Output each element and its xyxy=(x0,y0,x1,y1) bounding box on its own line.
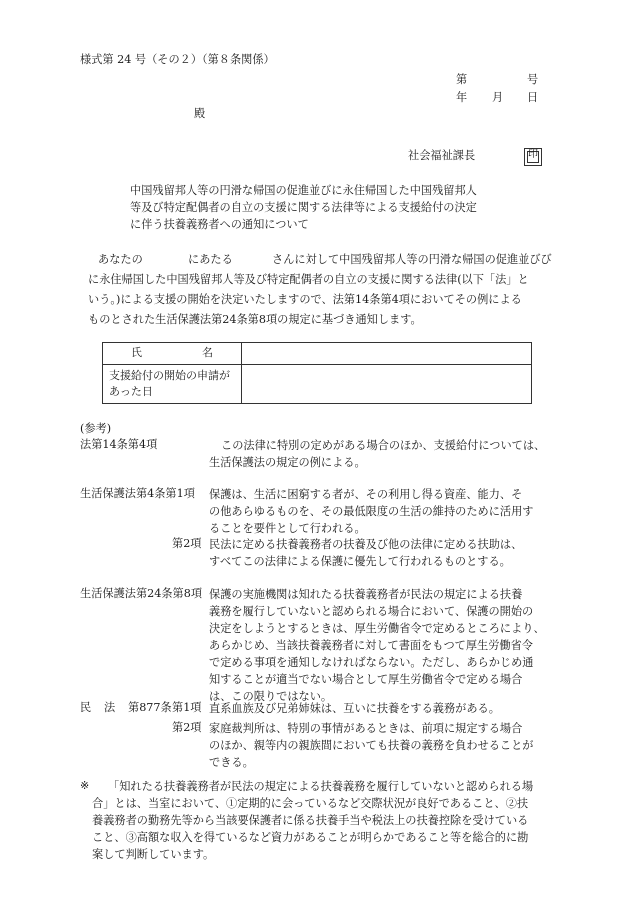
title-line: 等及び特定配偶者の自立の支援に関する法律等による支援給付の決定 xyxy=(130,201,477,214)
civil-code-article: 第877条 xyxy=(128,701,172,714)
reference-line: 家庭裁判所は、特別の事情があるときは、前項に規定する場合 xyxy=(209,722,523,735)
reference-line: 生活保護法の規定の例による。 xyxy=(209,456,366,469)
reference-law-text xyxy=(209,720,555,771)
reference-line: のほか、親等内の親族間においても扶養の義務を負わせることが xyxy=(209,739,534,752)
reference-law-label: 第2項 xyxy=(172,537,202,550)
application-date-label-cell xyxy=(103,364,242,403)
reference-law-text xyxy=(209,586,555,705)
reference-law-text xyxy=(209,700,555,717)
note-line: 合」とは、当室において、①定期的に会っているなど交際状況が良好であること、②扶 xyxy=(92,797,529,810)
month-label: 月 xyxy=(492,91,504,104)
body-line: に永住帰国した中国残留邦人等及び特定配偶者の自立の支援に関する法律(以下「法」と xyxy=(88,273,529,286)
title-line: 中国残留邦人等の円滑な帰国の促進並びに永住帰国した中国残留邦人 xyxy=(130,184,477,197)
name-label-part: 氏 xyxy=(131,346,142,359)
note-line: こと、③高額な収入を得ているなど資力があることが明らかであること等を総合的に勘 xyxy=(92,831,529,844)
reference-line: は、この限りではない。 xyxy=(209,690,333,703)
reference-line: 決定をしようとするときは、厚生労働省令で定めるところにより、 xyxy=(209,622,545,635)
sender-title: 社会福祉課長 xyxy=(408,149,476,162)
notice-title xyxy=(130,182,477,233)
civil-code-paragraph: 第1項 xyxy=(172,701,202,714)
application-date-label: 支援給付の開始の申請が xyxy=(109,368,230,382)
go-label: 号 xyxy=(527,73,539,86)
reference-line: 保護は、生活に困窮する者が、その利用し得る資産、能力、そ xyxy=(209,488,523,501)
name-label-cell xyxy=(103,343,242,365)
year-label: 年 xyxy=(456,91,468,104)
reference-law-label: 生活保護法第24条第8項 xyxy=(80,587,203,600)
reference-line: 知することが適当でない場合として厚生労働省令で定める場合 xyxy=(209,673,523,686)
reference-line: 義務を履行していないと認められる場合において、保護の開始の xyxy=(209,605,534,618)
note-text xyxy=(80,778,560,863)
table-row xyxy=(103,364,532,403)
name-value-cell xyxy=(242,343,532,365)
reference-line: 直系血族及び兄弟姉妹は、互いに扶養をする義務がある。 xyxy=(209,702,500,715)
body-relation-prefix: あなたの xyxy=(98,253,143,266)
body-relation-label: にあたる xyxy=(188,253,233,266)
number-label: 第 xyxy=(456,73,468,86)
reference-line: で定める事項を通知しなければならない。ただし、あらかじめ通 xyxy=(209,656,534,669)
reference-law-label: 法第14条第4項 xyxy=(80,438,158,451)
day-label: 日 xyxy=(527,91,539,104)
application-date-value-cell xyxy=(242,364,532,403)
reference-line: あらかじめ、当該扶養義務者に対して書面をもつて厚生労働省令 xyxy=(209,639,533,652)
seal-character: 印 xyxy=(528,149,538,160)
body-first-line xyxy=(88,250,558,270)
body-line: いう。)による支援の開始を決定いたしますので、法第14条第4項においてその例による xyxy=(88,293,522,306)
reference-line: 民法に定める扶養義務者の扶養及び他の法律に定める扶助は、 xyxy=(209,538,523,551)
title-line: に伴う扶養義務者への通知について xyxy=(130,218,309,231)
reference-heading: (参考) xyxy=(80,422,112,435)
application-date-label: あった日 xyxy=(109,384,153,398)
form-number: 様式第 24 号（その２）（第８条関係） xyxy=(80,53,275,66)
note-line: 「知れたる扶養義務者が民法の規定による扶養義務を履行していないと認められる場 xyxy=(108,780,534,793)
reference-line: すべてこの法律による保護に優先して行われるものとする。 xyxy=(209,555,511,568)
reference-line: 保護の実施機関は知れたる扶養義務者が民法の規定による扶養 xyxy=(209,588,523,601)
seal-stamp xyxy=(524,148,542,166)
reference-line: ることを要件として行われる。 xyxy=(209,522,366,535)
reference-line: の他あらゆるものを、その最低限度の生活の維持のために活用す xyxy=(209,505,534,518)
reference-law-text xyxy=(209,437,555,471)
recipient-info-table xyxy=(102,342,532,404)
civil-code-label-a: 民 xyxy=(80,701,92,714)
reference-law-text xyxy=(209,486,555,537)
reference-law-label: 生活保護法第4条第1項 xyxy=(80,487,195,500)
addressee-suffix: 殿 xyxy=(194,107,206,120)
civil-code-label-b: 法 xyxy=(104,701,116,714)
note-line: 案して判断しています。 xyxy=(92,848,215,861)
reference-law-label: 第2項 xyxy=(172,721,202,734)
body-recipient-text: さんに対して中国残留邦人等の円滑な帰国の促進並びび xyxy=(272,253,552,266)
body-line: ものとされた生活保護法第24条第8項の規定に基づき通知します。 xyxy=(88,313,422,326)
notice-body xyxy=(88,250,558,330)
note-mark: ※ xyxy=(80,779,90,792)
reference-law-text xyxy=(209,536,555,570)
table-row xyxy=(103,343,532,365)
reference-line: この法律に特別の定めがある場合のほか、支援給付については、 xyxy=(221,439,546,452)
note-line: 養義務者の勤務先等から当該要保護者に係る扶養手当や税法上の扶養控除を受けている xyxy=(92,814,529,827)
reference-line: できる。 xyxy=(209,756,254,769)
name-label-part: 名 xyxy=(202,346,213,359)
